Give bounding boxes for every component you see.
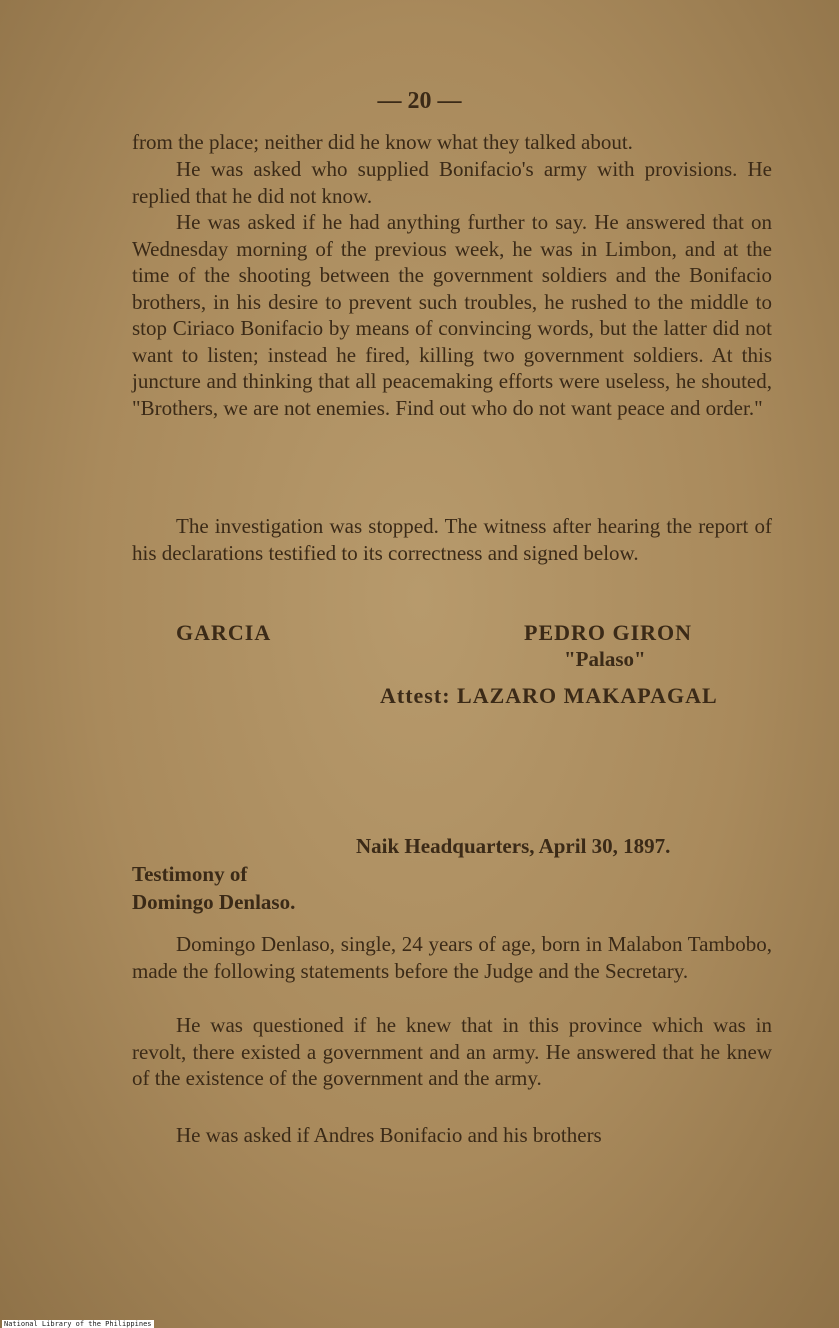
signature-alias: "Palaso" [564,647,646,671]
paragraph-bonifacio-brothers: He was asked if Andres Bonifacio and his brothers [176,1123,602,1147]
dateline: Naik Headquarters, April 30, 1897. [356,834,671,858]
paragraph-provisions: He was asked who supplied Bonifacio's army with provisions. He replied that he did not know. [132,157,772,208]
signature-garcia: GARCIA [176,620,272,645]
paragraph-investigation-stopped: The investigation was stopped. The witness after hearing the report of his declarations testified to its correctness and signed below. [132,514,772,565]
witness-name-heading: Domingo Denlaso. [132,890,296,914]
attest-line: Attest: LAZARO MAKAPAGAL [380,683,718,708]
page-number: — 20 — [377,88,462,114]
testimony-heading: Testimony of [132,862,248,886]
paragraph-further-statement: He was asked if he had anything further to say. He answered that on Wednesday morning of the previous week, he was in Limbon, and at the time of the shooting between the government soldiers and the Bonifacio brothers, in his desire to prevent such troubles, he rushed to the middle to stop Ciriaco Bonifacio by means of convincing words, but the latter did not want to listen; instead he fired, killing two government soldiers. At this juncture and thinking that all peacemaking efforts were useless, he shouted, "Brothers, we are not enemies. Find out who do not want peace and order." [132,210,772,420]
paragraph-continuation: from the place; neither did he know what they talked about. [132,130,633,154]
paragraph-witness-intro: Domingo Denlaso, single, 24 years of age, born in Malabon Tambobo, made the following statements before the Judge and the Secretary. [132,932,772,983]
library-credit: National Library of the Philippines [4,1320,152,1328]
paragraph-government-army: He was questioned if he knew that in this province which was in revolt, there existed a government and an army. He answered that he knew of the existence of the government and the army. [132,1013,772,1090]
signature-pedro-giron: PEDRO GIRON [524,620,693,645]
